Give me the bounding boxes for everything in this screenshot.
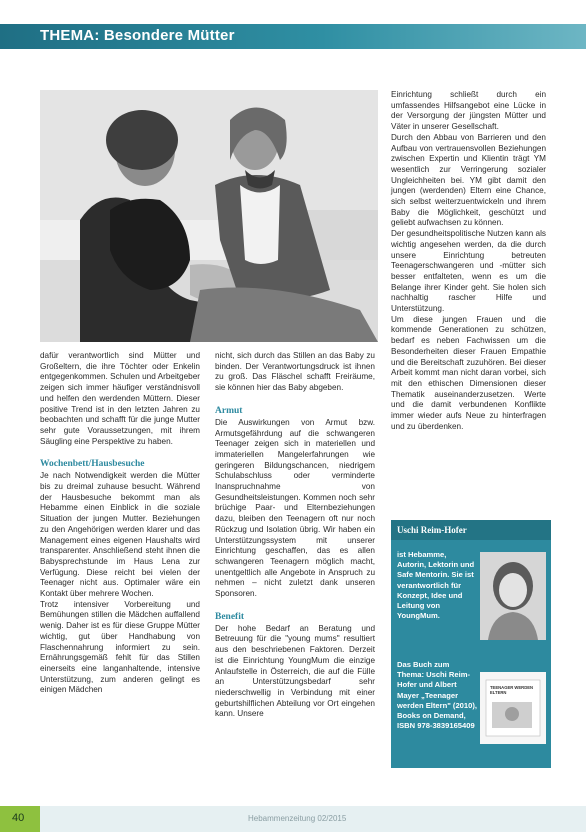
header-bar: [0, 24, 586, 49]
col2-paragraph-3: Der hohe Bedarf an Beratung und Betreuung für die "young mums" resultiert aus den beschriebenen Faktoren. Derzeit ist die Einrichtung YoungMum die einzige Anlaufstelle in Österreich, die auf die Fülle an Unterstützungsbedarf sehr niederschwellig in Verbindung mit einer geburtshilflichen Abteilung vor Ort eingehen kann. Unsere: [215, 623, 375, 719]
col1-paragraph-3: Trotz intensiver Vorbereitung und Bemühungen stillen die Mädchen auffallend wenig. Daher ist es für diese Gruppe Mütter wichtig, gut über Handhabung von Flaschennahrung informiert zu sein. Ernährungsgemäß fehlt für das Stillen einerseits eine langanhaltende, intensive Unterstützung, zum anderen gelingt es einigen Mädchen: [40, 599, 200, 695]
author-bio: ist Hebamme, Autorin, Lektorin und Safe Mentorin. Sie ist verantwortlich für Konzept, Idee und Leitung von YoungMum.: [397, 550, 475, 621]
col3-paragraph-1: Einrichtung schließt durch ein umfassendes Hilfsangebot eine Lücke in der Versorgung der jüngsten Mütter und Väter in unserer Gesellschaft.: [391, 90, 546, 132]
col3-paragraph-4: Um diese jungen Frauen und die kommende Generationen zu schützen, bedarf es neben Fachwissen um die Besonderheiten dieser Frauen Empathie und die Bereitschaft zuzuhören. Bei dieser Arbeit kommt man nicht daran vorbei, sich mit den ethischen Dimensionen dieser Thematik auseinanderzusetzen. Werte und die damit verbundenen Konflikte immer wieder aufs Neue zu hinterfragen und zu überdenken.: [391, 314, 546, 431]
author-sidebar: [391, 520, 551, 768]
sidebar-header: [391, 520, 551, 540]
col2-paragraph-2: Die Auswirkungen von Armut bzw. Armutsgefährdung auf die schwangeren Teenager zeigen sich in materiellen und immateriellen Mangelerfahrungen wie geringeren Bildungschancen, niedrigem Schulabschluss oder verminderte Inanspruchnahme von Gesundheitsleistungen. Kommen noch sehr brüchige Paar- und Elternbeziehungen dazu, bleiben den Teenagern oft nur noch Rückzug und Isolation übrig. Wir haben ein Unterstützungssystem mit unserer Einrichtung geschaffen, das es allen schwangeren Teenagern möglich macht, unentgeltlich alle Angebote in Anspruch zu nehmen – nicht zuletzt dank unseren Sponsoren.: [215, 417, 375, 599]
section-heading-armut: Armut: [215, 405, 243, 416]
section-heading-wochenbett: Wochenbett/Hausbesuche: [40, 459, 145, 470]
sidebar-heading: Uschi Reim-Hofer: [397, 525, 467, 535]
article-photo: [40, 90, 378, 342]
col1-paragraph-1: dafür verantwortlich sind Mütter und Großeltern, die ihre Töchter oder Enkelin entgegenkommen. Schulen und Arbeitgeber zeigen sich immer häufiger verständnisvoll und helfen den werdenden Müttern. Dieser positive Trend ist in den letzten Jahren zu beobachten und schafft für die junge Mutter sehr gute Voraussetzungen, mit ihrem Säugling eine Perspektive zu haben.: [40, 351, 200, 446]
photo-illustration: [40, 90, 378, 342]
col1-paragraph-2: Je nach Notwendigkeit werden die Mütter bis zu dreimal zuhause besucht. Während der Hausbesuche bekommt man als Hebamme einen Einblick in die soziale Situation der jungen Mutter. Beziehungen zu den Angehörigen werden klarer und das Management eines eigenen Haushalts wird transparenter. Anschließend steht ihnen die Babysprechstunde im Haus Lena zur Verfügung. Diese reicht bei vielen der Teenager nicht aus. Optimaler wäre ein Kontakt über mehrere Wochen.: [40, 471, 200, 599]
col2-paragraph-1: nicht, sich durch das Stillen an das Baby zu binden. Der Verantwortungsdruck ist ihnen zu groß. Das Fläschel schafft Freiräume, sie können hier das Baby abgeben.: [215, 351, 375, 393]
section-heading-benefit: Benefit: [215, 611, 245, 622]
text-column-2: [215, 351, 375, 720]
book-cover-art: [480, 672, 546, 744]
text-column-3: [391, 90, 546, 433]
col3-paragraph-2: Durch den Abbau von Barrieren und den Aufbau von vertrauensvollen Beziehungen zwischen Expertin und Klientin trägt YM wesentlich zur Verringerung sozialer Ungleichheiten bei. YM gibt damit den jungen (werdenden) Eltern eine Chance, sich selbst weiterzuentwickeln und ihrem Baby die Möglichkeit, geschützt und geliebt aufwachsen zu können.: [391, 132, 546, 228]
book-cover-title: TEENAGER WERDEN ELTERN: [490, 685, 534, 695]
text-column-1: [40, 351, 200, 696]
portrait-illustration: [480, 552, 546, 640]
author-portrait: [480, 552, 546, 640]
journal-name: Hebammenzeitung 02/2015: [248, 814, 347, 823]
page-title: THEMA: Besondere Mütter: [40, 27, 235, 44]
page-number-box: [0, 806, 40, 832]
page-number: 40: [12, 812, 25, 824]
book-info: Das Buch zum Thema: Uschi Reim-Hofer und Albert Mayer „Teenager werden Eltern" (2010), Books on Demand, ISBN 978-3839165409: [397, 660, 477, 731]
book-cover: [480, 672, 546, 744]
col3-paragraph-3: Der gesundheitspolitische Nutzen kann als wichtig angesehen werden, da die durch unsere Einrichtung betreuten Teenagerschwangeren und -mütter sich besser entfalteten, wenn es um die Belange ihrer Kinder geht. Sie holen sich nachhaltig rascher Hilfe und Unterstützung.: [391, 229, 546, 314]
